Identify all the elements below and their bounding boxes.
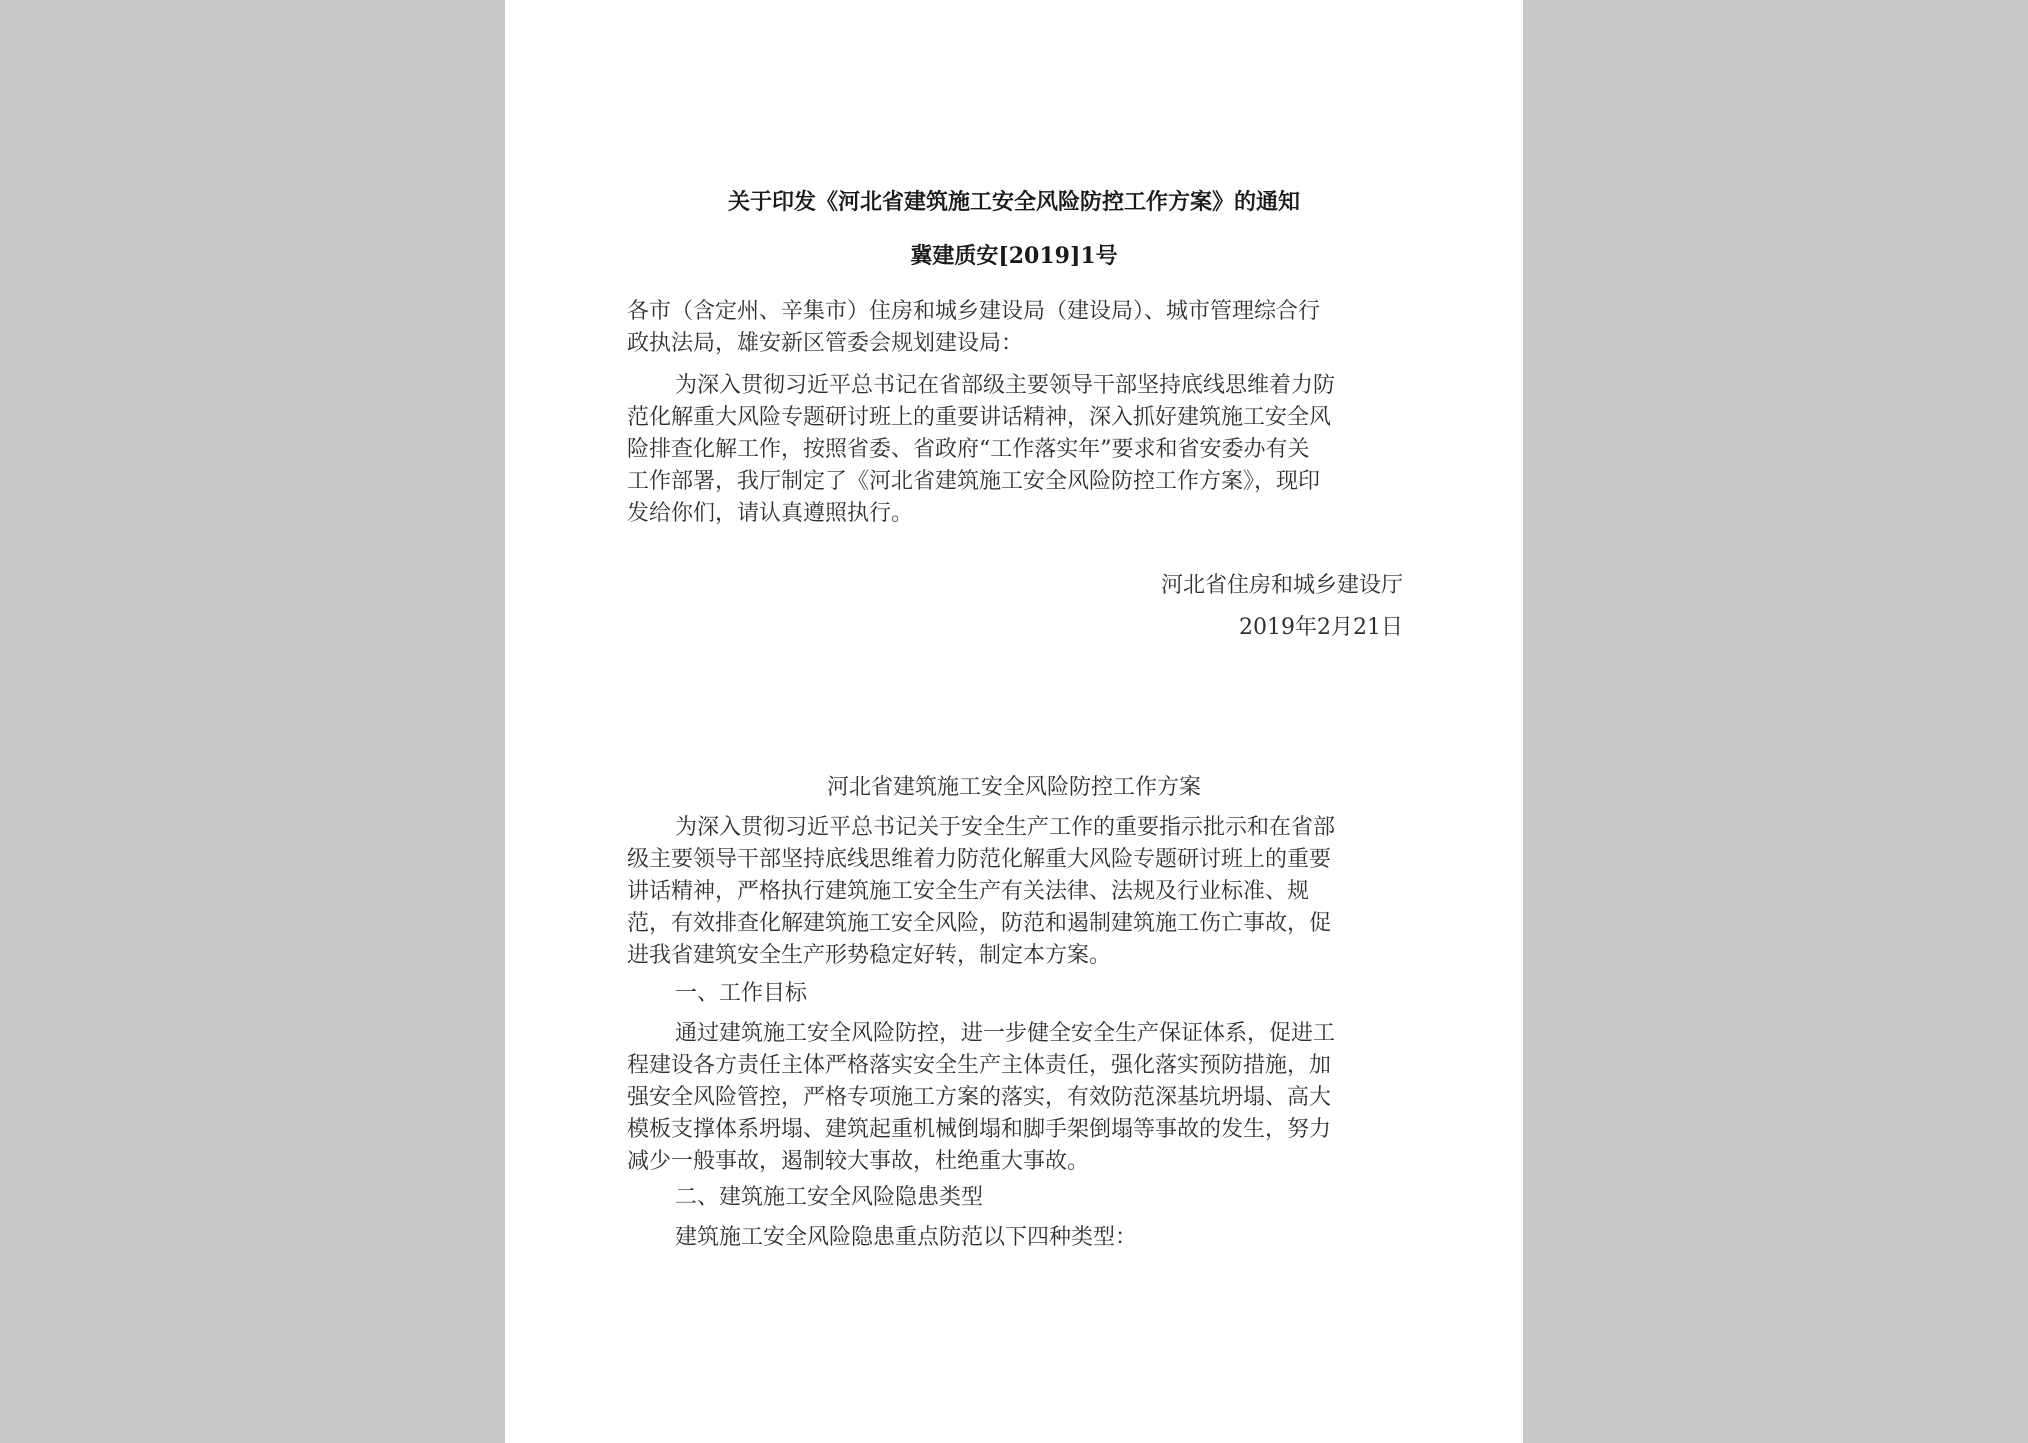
plan-intro-line: 进我省建筑安全生产形势稳定好转，制定本方案。 <box>627 943 1112 968</box>
section-1-line: 强安全风险管控，严格专项施工方案的落实，有效防范深基坑坍塌、高大 <box>627 1085 1332 1110</box>
plan-intro-line: 为深入贯彻习近平总书记关于安全生产工作的重要指示批示和在省部 <box>675 815 1336 840</box>
issue-date: 2019年2月21日 <box>1239 615 1403 640</box>
plan-intro-line: 讲话精神，严格执行建筑施工安全生产有关法律、法规及行业标准、规 <box>627 879 1310 904</box>
recipients-line: 各市（含定州、辛集市）住房和城乡建设局（建设局）、城市管理综合行 <box>627 299 1321 324</box>
plan-intro-line: 级主要领导干部坚持底线思维着力防范化解重大风险专题研讨班上的重要 <box>627 847 1332 872</box>
notice-body-line: 范化解重大风险专题研讨班上的重要讲话精神，深入抓好建筑施工安全风 <box>627 405 1332 430</box>
section-2-heading: 二、建筑施工安全风险隐患类型 <box>675 1185 984 1210</box>
notice-body-line: 工作部署，我厅制定了《河北省建筑施工安全风险防控工作方案》，现印 <box>627 469 1321 494</box>
section-1-line: 程建设各方责任主体严格落实安全生产主体责任，强化落实预防措施，加 <box>627 1053 1332 1078</box>
recipients-line: 政执法局，雄安新区管委会规划建设局： <box>627 331 1024 356</box>
section-1-body <box>627 1018 1403 1178</box>
section-2-body: 建筑施工安全风险隐患重点防范以下四种类型： <box>675 1225 1138 1250</box>
document-page <box>505 0 1523 1443</box>
section-1-heading: 一、工作目标 <box>675 981 808 1006</box>
section-1-line: 模板支撑体系坍塌、建筑起重机械倒塌和脚手架倒塌等事故的发生，努力 <box>627 1117 1332 1142</box>
plan-intro-line: 范，有效排查化解建筑施工安全风险，防范和遏制建筑施工伤亡事故，促 <box>627 911 1332 936</box>
notice-title: 关于印发《河北省建筑施工安全风险防控工作方案》的通知 <box>727 189 1300 215</box>
notice-body-line: 为深入贯彻习近平总书记在省部级主要领导干部坚持底线思维着力防 <box>675 373 1336 398</box>
notice-body-line: 险排查化解工作，按照省委、省政府“工作落实年”要求和省安委办有关 <box>627 437 1310 462</box>
section-1-line: 通过建筑施工安全风险防控，进一步健全安全生产保证体系，促进工 <box>675 1021 1336 1046</box>
section-1-line: 减少一般事故，遏制较大事故，杜绝重大事故。 <box>627 1149 1090 1174</box>
notice-body-line: 发给你们，请认真遵照执行。 <box>627 501 914 526</box>
plan-title: 河北省建筑施工安全风险防控工作方案 <box>826 775 1201 800</box>
document-number: 冀建质安[2019]1号 <box>910 243 1118 269</box>
recipients <box>627 296 1403 360</box>
notice-body <box>627 370 1403 530</box>
issuer: 河北省住房和城乡建设厅 <box>1160 573 1403 598</box>
plan-intro <box>627 812 1403 972</box>
